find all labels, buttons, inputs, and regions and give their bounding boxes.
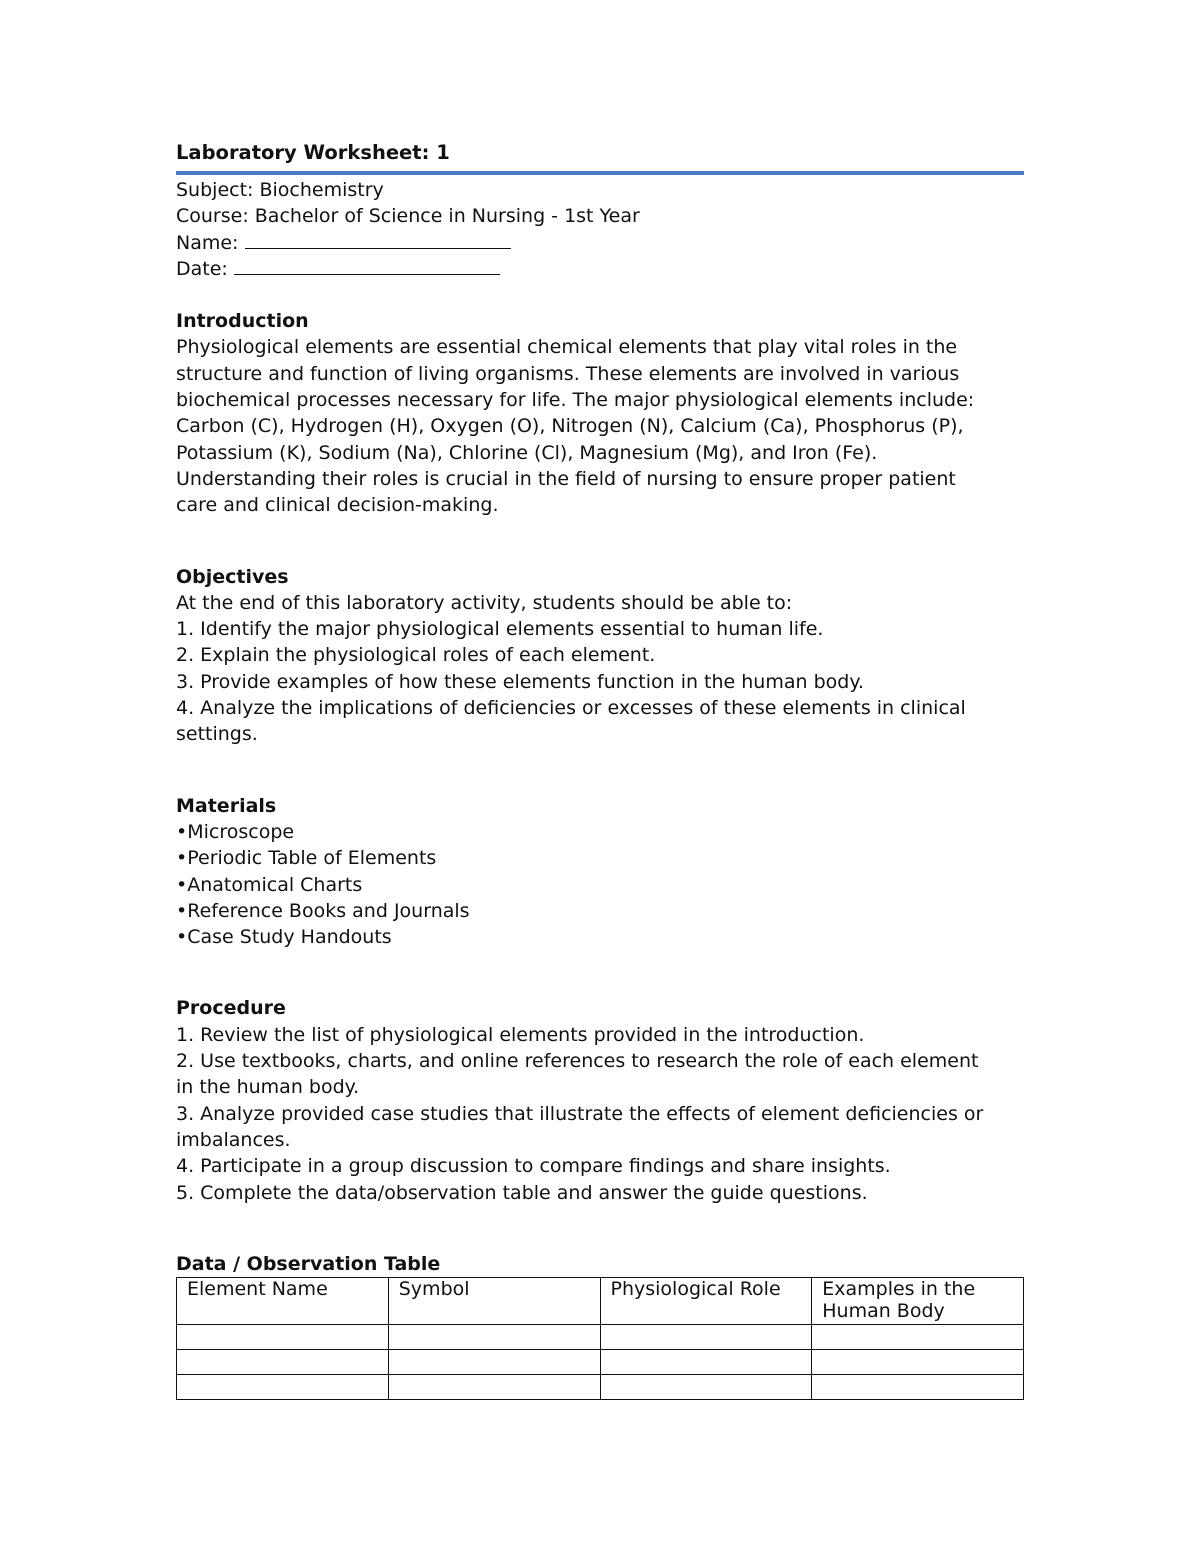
name-blank-field[interactable] (245, 230, 511, 249)
table-cell[interactable] (177, 1375, 389, 1400)
introduction-line: Carbon (C), Hydrogen (H), Oxygen (O), Nitrogen (N), Calcium (Ca), Phosphorus (P), (176, 415, 964, 438)
page-title: Laboratory Worksheet: 1 (176, 141, 450, 164)
procedure-line: 4. Participate in a group discussion to compare findings and share insights. (176, 1155, 891, 1178)
date-label: Date: (176, 257, 228, 280)
list-item: • Case Study Handouts (176, 924, 1024, 950)
list-item: • Microscope (176, 819, 1024, 845)
introduction-body (176, 334, 1024, 518)
course-line: Course: Bachelor of Science in Nursing - 1st Year (176, 205, 640, 228)
materials-heading: Materials (176, 794, 277, 817)
date-line (176, 256, 1024, 282)
subject-line: Subject: Biochemistry (176, 179, 384, 201)
observation-table (176, 1277, 1024, 1400)
objectives-line: 3. Provide examples of how these elements function in the human body. (176, 670, 864, 693)
table-cell[interactable] (600, 1375, 812, 1400)
table-cell[interactable] (388, 1350, 600, 1375)
objectives-line: 1. Identify the major physiological elements essential to human life. (176, 618, 824, 641)
objectives-line: settings. (176, 723, 258, 746)
table-cell[interactable] (388, 1375, 600, 1400)
procedure-line: imbalances. (176, 1128, 291, 1151)
table-cell[interactable] (812, 1350, 1024, 1375)
objectives-heading: Objectives (176, 565, 289, 588)
column-header-physiological-role: Physiological Role (600, 1278, 812, 1325)
procedure-body (176, 1022, 1024, 1206)
objectives-line: 2. Explain the physiological roles of each element. (176, 644, 656, 667)
procedure-line: 2. Use textbooks, charts, and online references to research the role of each element (176, 1050, 979, 1073)
introduction-line: Understanding their roles is crucial in the field of nursing to ensure proper patient (176, 467, 956, 490)
table-heading: Data / Observation Table (176, 1252, 441, 1275)
introduction-line: structure and function of living organisms. These elements are involved in various (176, 362, 960, 385)
title-divider (176, 171, 1024, 175)
column-header-symbol: Symbol (388, 1278, 600, 1325)
procedure-line: in the human body. (176, 1076, 360, 1099)
name-line (176, 230, 1024, 256)
table-cell[interactable] (177, 1325, 389, 1350)
column-header-element-name: Element Name (177, 1278, 389, 1325)
introduction-line: biochemical processes necessary for life. The major physiological elements include: (176, 389, 975, 412)
table-cell[interactable] (388, 1325, 600, 1350)
procedure-line: 1. Review the list of physiological elements provided in the introduction. (176, 1023, 865, 1046)
objectives-line: At the end of this laboratory activity, students should be able to: (176, 591, 793, 614)
table-cell[interactable] (600, 1350, 812, 1375)
list-item: • Periodic Table of Elements (176, 845, 1024, 871)
table-cell[interactable] (600, 1325, 812, 1350)
table-cell[interactable] (812, 1325, 1024, 1350)
table-row (177, 1350, 1024, 1375)
procedure-heading: Procedure (176, 997, 286, 1020)
column-header-examples: Examples in the Human Body (812, 1278, 1024, 1325)
introduction-line: care and clinical decision-making. (176, 494, 499, 517)
procedure-line: 3. Analyze provided case studies that illustrate the effects of element deficiencies or (176, 1102, 984, 1125)
name-label: Name: (176, 231, 239, 254)
table-row (177, 1325, 1024, 1350)
materials-list (176, 819, 1024, 950)
objectives-body (176, 590, 1024, 748)
introduction-line: Physiological elements are essential chemical elements that play vital roles in the (176, 336, 958, 359)
procedure-line: 5. Complete the data/observation table and answer the guide questions. (176, 1181, 868, 1204)
introduction-heading: Introduction (176, 310, 309, 333)
table-cell[interactable] (177, 1350, 389, 1375)
date-blank-field[interactable] (234, 256, 500, 275)
introduction-line: Potassium (K), Sodium (Na), Chlorine (Cl), Magnesium (Mg), and Iron (Fe). (176, 441, 878, 464)
table-header-row (177, 1278, 1024, 1325)
objectives-line: 4. Analyze the implications of deficiencies or excesses of these elements in clinical (176, 697, 966, 720)
table-cell[interactable] (812, 1375, 1024, 1400)
worksheet-page (176, 140, 1024, 1400)
list-item: • Reference Books and Journals (176, 898, 1024, 924)
table-row (177, 1375, 1024, 1400)
list-item: • Anatomical Charts (176, 872, 1024, 898)
